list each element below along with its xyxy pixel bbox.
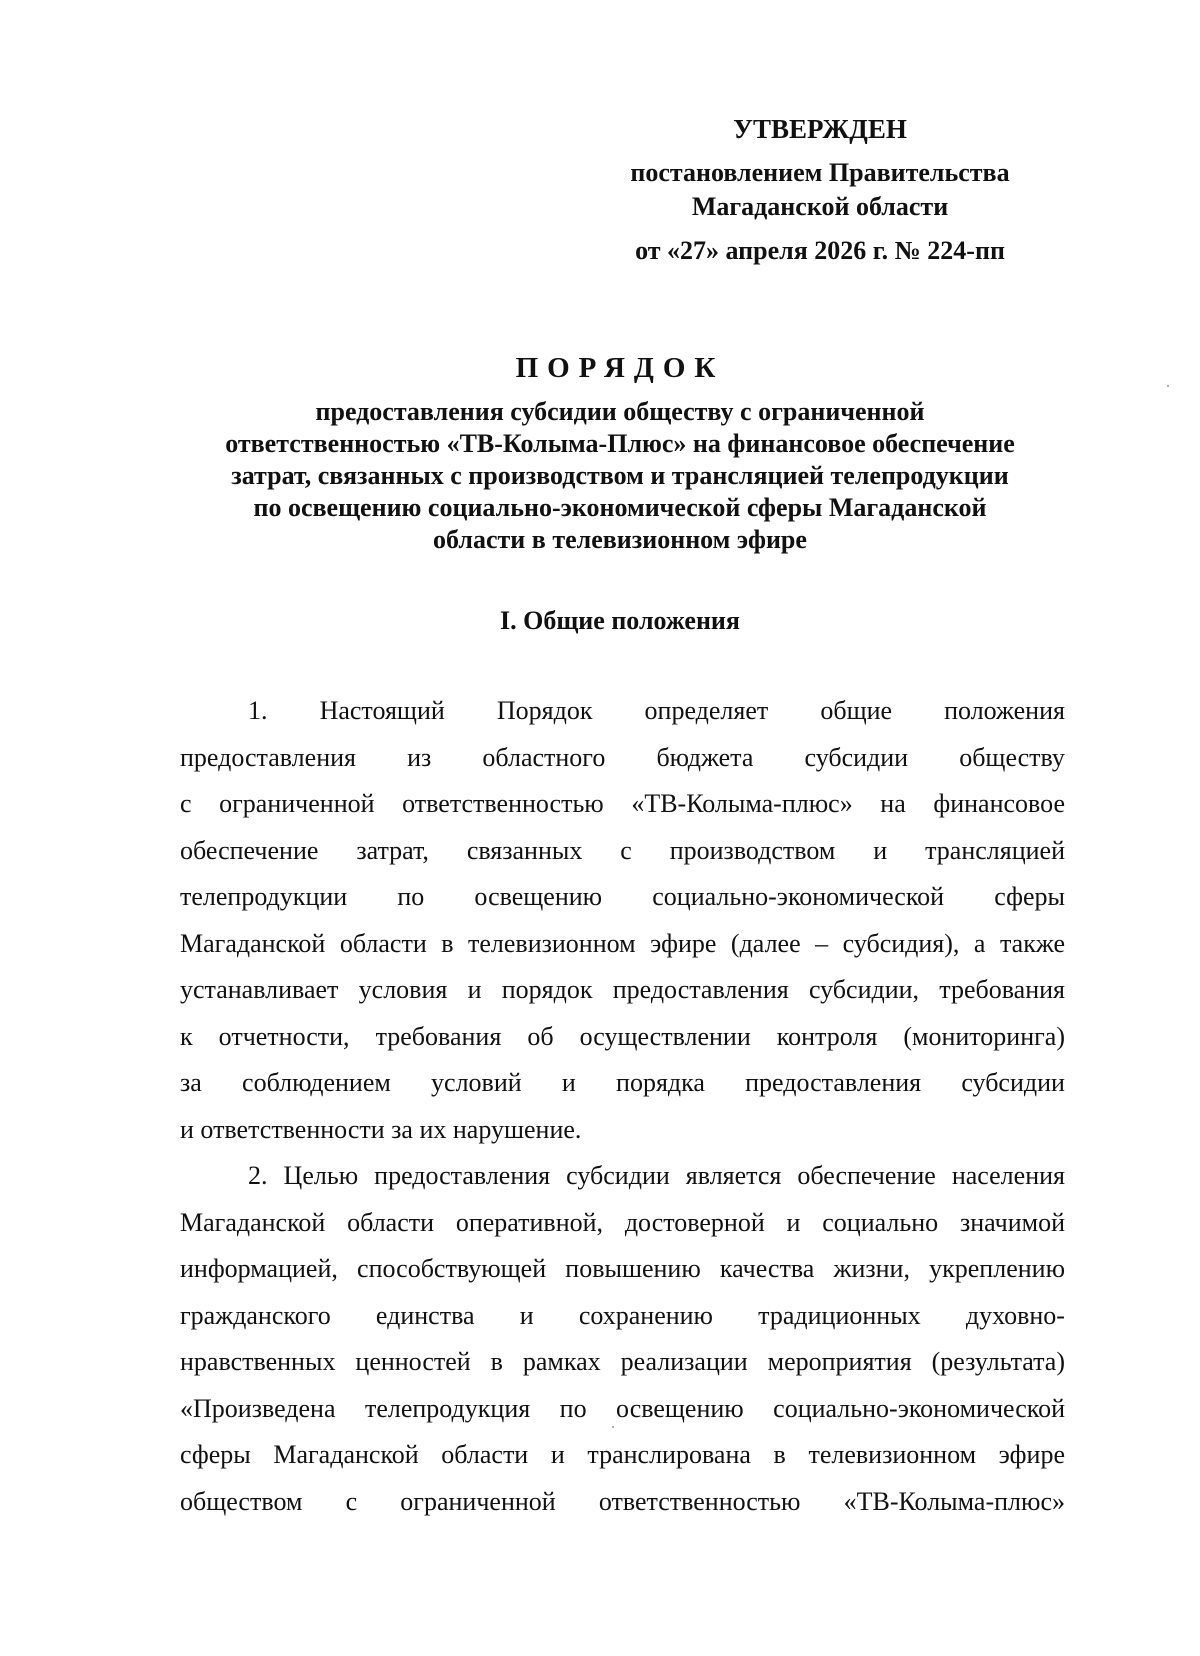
word: и <box>519 1300 534 1330</box>
word: предоставления <box>745 1068 922 1097</box>
approval-stamp <box>600 112 1040 268</box>
word: освещению <box>474 882 603 911</box>
word: определяет <box>644 696 769 725</box>
approved-by-line-2: Магаданской области <box>691 192 949 221</box>
word: ответственностью <box>598 1486 801 1516</box>
word: гражданского <box>180 1300 331 1330</box>
line-text: и ответственности за их нарушение. <box>180 1114 582 1144</box>
word: Настоящий <box>319 696 445 725</box>
paragraph-1-line: с ограниченной ответственностью «ТВ-Колыма-плюс» на финансовое <box>180 789 1065 818</box>
document-subtitle-line: затрат, связанных с производством и трансляцией телепродукции <box>231 461 1009 490</box>
word: и <box>873 835 888 865</box>
paragraph-2-line: «Произведена телепродукция по освещению социально-экономической <box>180 1393 1065 1423</box>
paragraph-1-line: устанавливает условия и порядок предоставления субсидии, требования <box>180 975 1065 1004</box>
word: соблюдением <box>242 1068 391 1097</box>
document-title-block <box>130 350 1110 556</box>
word: с <box>345 1486 358 1516</box>
word: духовно- <box>965 1300 1065 1330</box>
approval-date: от «27» апреля 2026 г. № 224-пп <box>635 236 1005 265</box>
word: производством <box>669 835 836 865</box>
word: «ТВ-Колыма-плюс» <box>843 1486 1065 1516</box>
word: ограниченной <box>400 1486 556 1516</box>
paragraph-1-line <box>180 688 1065 735</box>
paragraph-2-line: Магаданской области оперативной, достоверной и социально значимой <box>180 1207 1065 1237</box>
document-title: ПОРЯДОК <box>515 352 725 384</box>
document-subtitle-line: по освещению социально-экономической сферы Магаданской <box>253 493 987 522</box>
word: областного <box>482 742 606 772</box>
scan-speck <box>1167 385 1169 387</box>
word: предоставления <box>180 742 356 772</box>
word: субсидии <box>961 1068 1065 1097</box>
paragraph-1-line <box>180 874 1065 921</box>
paragraph-1-line: к отчетности, требования об осуществлении контроля (мониторинга) <box>180 1021 1065 1051</box>
document-subtitle-line: ответственностью «ТВ-Колыма-Плюс» на финансовое обеспечение <box>225 429 1015 458</box>
word: телепродукции <box>180 882 348 911</box>
word: Порядок <box>496 696 593 725</box>
word: из <box>407 742 432 772</box>
paragraph-2-line <box>180 1293 1065 1340</box>
word: трансляцией <box>925 835 1065 865</box>
paragraph-1-line <box>180 1060 1065 1107</box>
section-heading: I. Общие положения <box>500 606 740 635</box>
document-subtitle-line: предоставления субсидии обществу с ограниченной <box>315 397 925 426</box>
word: сохранению <box>578 1300 713 1330</box>
word: социально-экономической <box>652 882 945 911</box>
word: обществом <box>180 1486 303 1516</box>
paragraph-1-line <box>180 735 1065 782</box>
word: условий <box>431 1068 522 1097</box>
paragraph-1-line: Магаданской области в телевизионном эфире (далее – субсидия), а также <box>180 928 1065 958</box>
paragraph-2-line: нравственных ценностей в рамках реализации мероприятия (результата) <box>180 1347 1065 1376</box>
paragraph-2-line: информацией, способствующей повышению качества жизни, укреплению <box>180 1254 1065 1283</box>
word: по <box>397 882 425 911</box>
word: обеспечение <box>180 835 319 865</box>
word: субсидии <box>804 742 909 772</box>
scan-speck <box>612 1426 614 1428</box>
word: 1. <box>248 696 268 725</box>
word: с <box>620 835 632 865</box>
approved-label: УТВЕРЖДЕН <box>733 114 907 144</box>
approved-by-line-1: постановлением Правительства <box>630 158 1010 187</box>
word: и <box>561 1068 576 1097</box>
word: затрат, <box>356 835 429 865</box>
paragraph-2-line <box>180 1479 1065 1526</box>
paragraph-1-line <box>180 1107 1065 1154</box>
paragraph-1-line <box>180 828 1065 875</box>
word: сферы <box>994 882 1065 911</box>
paragraph-2-line: 2. Целью предоставления субсидии является обеспечение населения <box>248 1161 1065 1190</box>
word: единства <box>375 1300 475 1330</box>
document-subtitle-line: области в телевизионном эфире <box>433 525 807 554</box>
word: традиционных <box>758 1300 921 1330</box>
document-body <box>180 688 1065 1525</box>
word: обществу <box>959 742 1065 772</box>
word: положения <box>944 696 1065 725</box>
word: связанных <box>466 835 583 865</box>
word: за <box>180 1068 202 1097</box>
word: порядка <box>616 1068 705 1097</box>
word: общие <box>820 696 893 725</box>
word: бюджета <box>656 742 754 772</box>
paragraph-2-line: сферы Магаданской области и транслирована в телевизионном эфире <box>180 1440 1065 1469</box>
